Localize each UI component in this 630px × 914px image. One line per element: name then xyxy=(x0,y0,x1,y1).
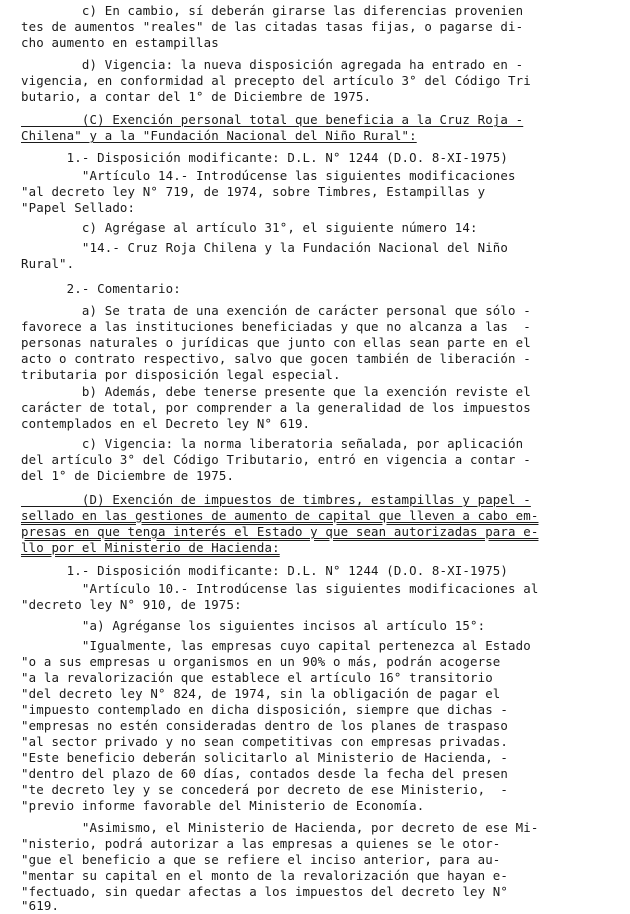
text-line: acto o contrato respectivo, salvo que gocen también de liberación - xyxy=(21,351,531,366)
text-line: tributaria por disposición legal especial. xyxy=(21,367,341,382)
text-line: "fectuado, sin quedar afectas a los impuestos del decreto ley N° xyxy=(21,884,509,899)
text-line: "mentar su capital en el monto de la revalorización que hayan e- xyxy=(21,868,509,883)
text-line: c) En cambio, sí deberán girarse las diferencias provenien xyxy=(21,3,524,18)
text-line: carácter de total, por comprender a la generalidad de los impuestos xyxy=(21,400,531,415)
text-line: c) Vigencia: la norma liberatoria señalada, por aplicación xyxy=(21,436,524,451)
text-line: "o a sus empresas u organismos en un 90% o más, podrán acogerse xyxy=(21,654,501,669)
text-line: "empresas no estén consideradas dentro de los planes de traspaso xyxy=(21,718,509,733)
section-heading-c: Chilena" y a la "Fundación Nacional del Niño Rural": xyxy=(21,128,417,143)
text-line: d) Vigencia: la nueva disposición agregada ha entrado en - xyxy=(21,57,524,72)
text-line: "impuesto contemplado en dicha disposición, siempre que dichas - xyxy=(21,702,509,717)
text-line: "Papel Sellado: xyxy=(21,200,136,215)
text-line: vigencia, en conformidad al precepto del artículo 3° del Código Tri xyxy=(21,73,531,88)
text-line: del 1° de Diciembre de 1975. xyxy=(21,468,235,483)
text-line: "a la revalorización que establece el artículo 16° transitorio xyxy=(21,670,493,685)
text-line: 1.- Disposición modificante: D.L. N° 1244 (D.O. 8-XI-1975) xyxy=(21,563,509,578)
text-line: "14.- Cruz Roja Chilena y la Fundación Nacional del Niño xyxy=(21,240,509,255)
text-line: "Igualmente, las empresas cuyo capital pertenezca al Estado xyxy=(21,638,531,653)
text-line: "previo informe favorable del Ministerio de Economía. xyxy=(21,798,425,813)
text-line: "dentro del plazo de 60 días, contados desde la fecha del presen xyxy=(21,766,509,781)
text-line: "del decreto ley N° 824, de 1974, sin la obligación de pagar el xyxy=(21,686,501,701)
text-line: 1.- Disposición modificante: D.L. N° 1244 (D.O. 8-XI-1975) xyxy=(21,150,509,165)
text-line: "al decreto ley N° 719, de 1974, sobre Timbres, Estampillas y xyxy=(21,184,486,199)
section-heading-d: presas en que tenga interés el Estado y que sean autorizadas para e- xyxy=(21,524,539,539)
text-line: 2.- Comentario: xyxy=(21,281,181,296)
text-line: del artículo 3° del Código Tributario, entró en vigencia a contar - xyxy=(21,452,531,467)
text-line: "Artículo 10.- Introdúcense las siguientes modificaciones al xyxy=(21,581,539,596)
text-line: contemplados en el Decreto ley N° 619. xyxy=(21,416,311,431)
text-line: "nisterio, podrá autorizar a las empresas a quienes se le otor- xyxy=(21,836,501,851)
section-heading-c: (C) Exención personal total que beneficia a la Cruz Roja - xyxy=(21,112,524,127)
text-line: tes de aumentos "reales" de las citadas tasas fijas, o pagarse di- xyxy=(21,19,524,34)
text-line: a) Se trata de una exención de carácter personal que sólo - xyxy=(21,303,531,318)
section-heading-d: (D) Exención de impuestos de timbres, estampillas y papel - xyxy=(21,492,531,507)
text-line: "619. xyxy=(21,898,60,913)
section-heading-d: sellado en las gestiones de aumento de capital que lleven a cabo em- xyxy=(21,508,539,523)
text-line: Rural". xyxy=(21,256,75,271)
text-line: "te decreto ley y se concederá por decreto de ese Ministerio, - xyxy=(21,782,509,797)
text-line: "gue el beneficio a que se refiere el inciso anterior, para au- xyxy=(21,852,501,867)
text-line: "Asimismo, el Ministerio de Hacienda, por decreto de ese Mi- xyxy=(21,820,539,835)
text-line: butario, a contar del 1° de Diciembre de 1975. xyxy=(21,89,372,104)
section-heading-d: llo por el Ministerio de Hacienda: xyxy=(21,540,280,555)
text-line: "al sector privado y no sean competitivas con empresas privadas. xyxy=(21,734,509,749)
text-line: "decreto ley N° 910, de 1975: xyxy=(21,597,242,612)
text-line: favorece a las instituciones beneficiadas y que no alcanza a las - xyxy=(21,319,531,334)
text-line: "a) Agréganse los siguientes incisos al artículo 15°: xyxy=(21,618,486,633)
text-line: "Este beneficio deberán solicitarlo al Ministerio de Hacienda, - xyxy=(21,750,509,765)
text-line: personas naturales o jurídicas que junto con ellas sean parte en el xyxy=(21,335,531,350)
text-line: c) Agrégase al artículo 31°, el siguiente número 14: xyxy=(21,220,478,235)
text-line: "Artículo 14.- Introdúcense las siguientes modificaciones xyxy=(21,168,516,183)
text-line: cho aumento en estampillas xyxy=(21,35,219,50)
text-line: b) Además, debe tenerse presente que la exención reviste el xyxy=(21,384,531,399)
